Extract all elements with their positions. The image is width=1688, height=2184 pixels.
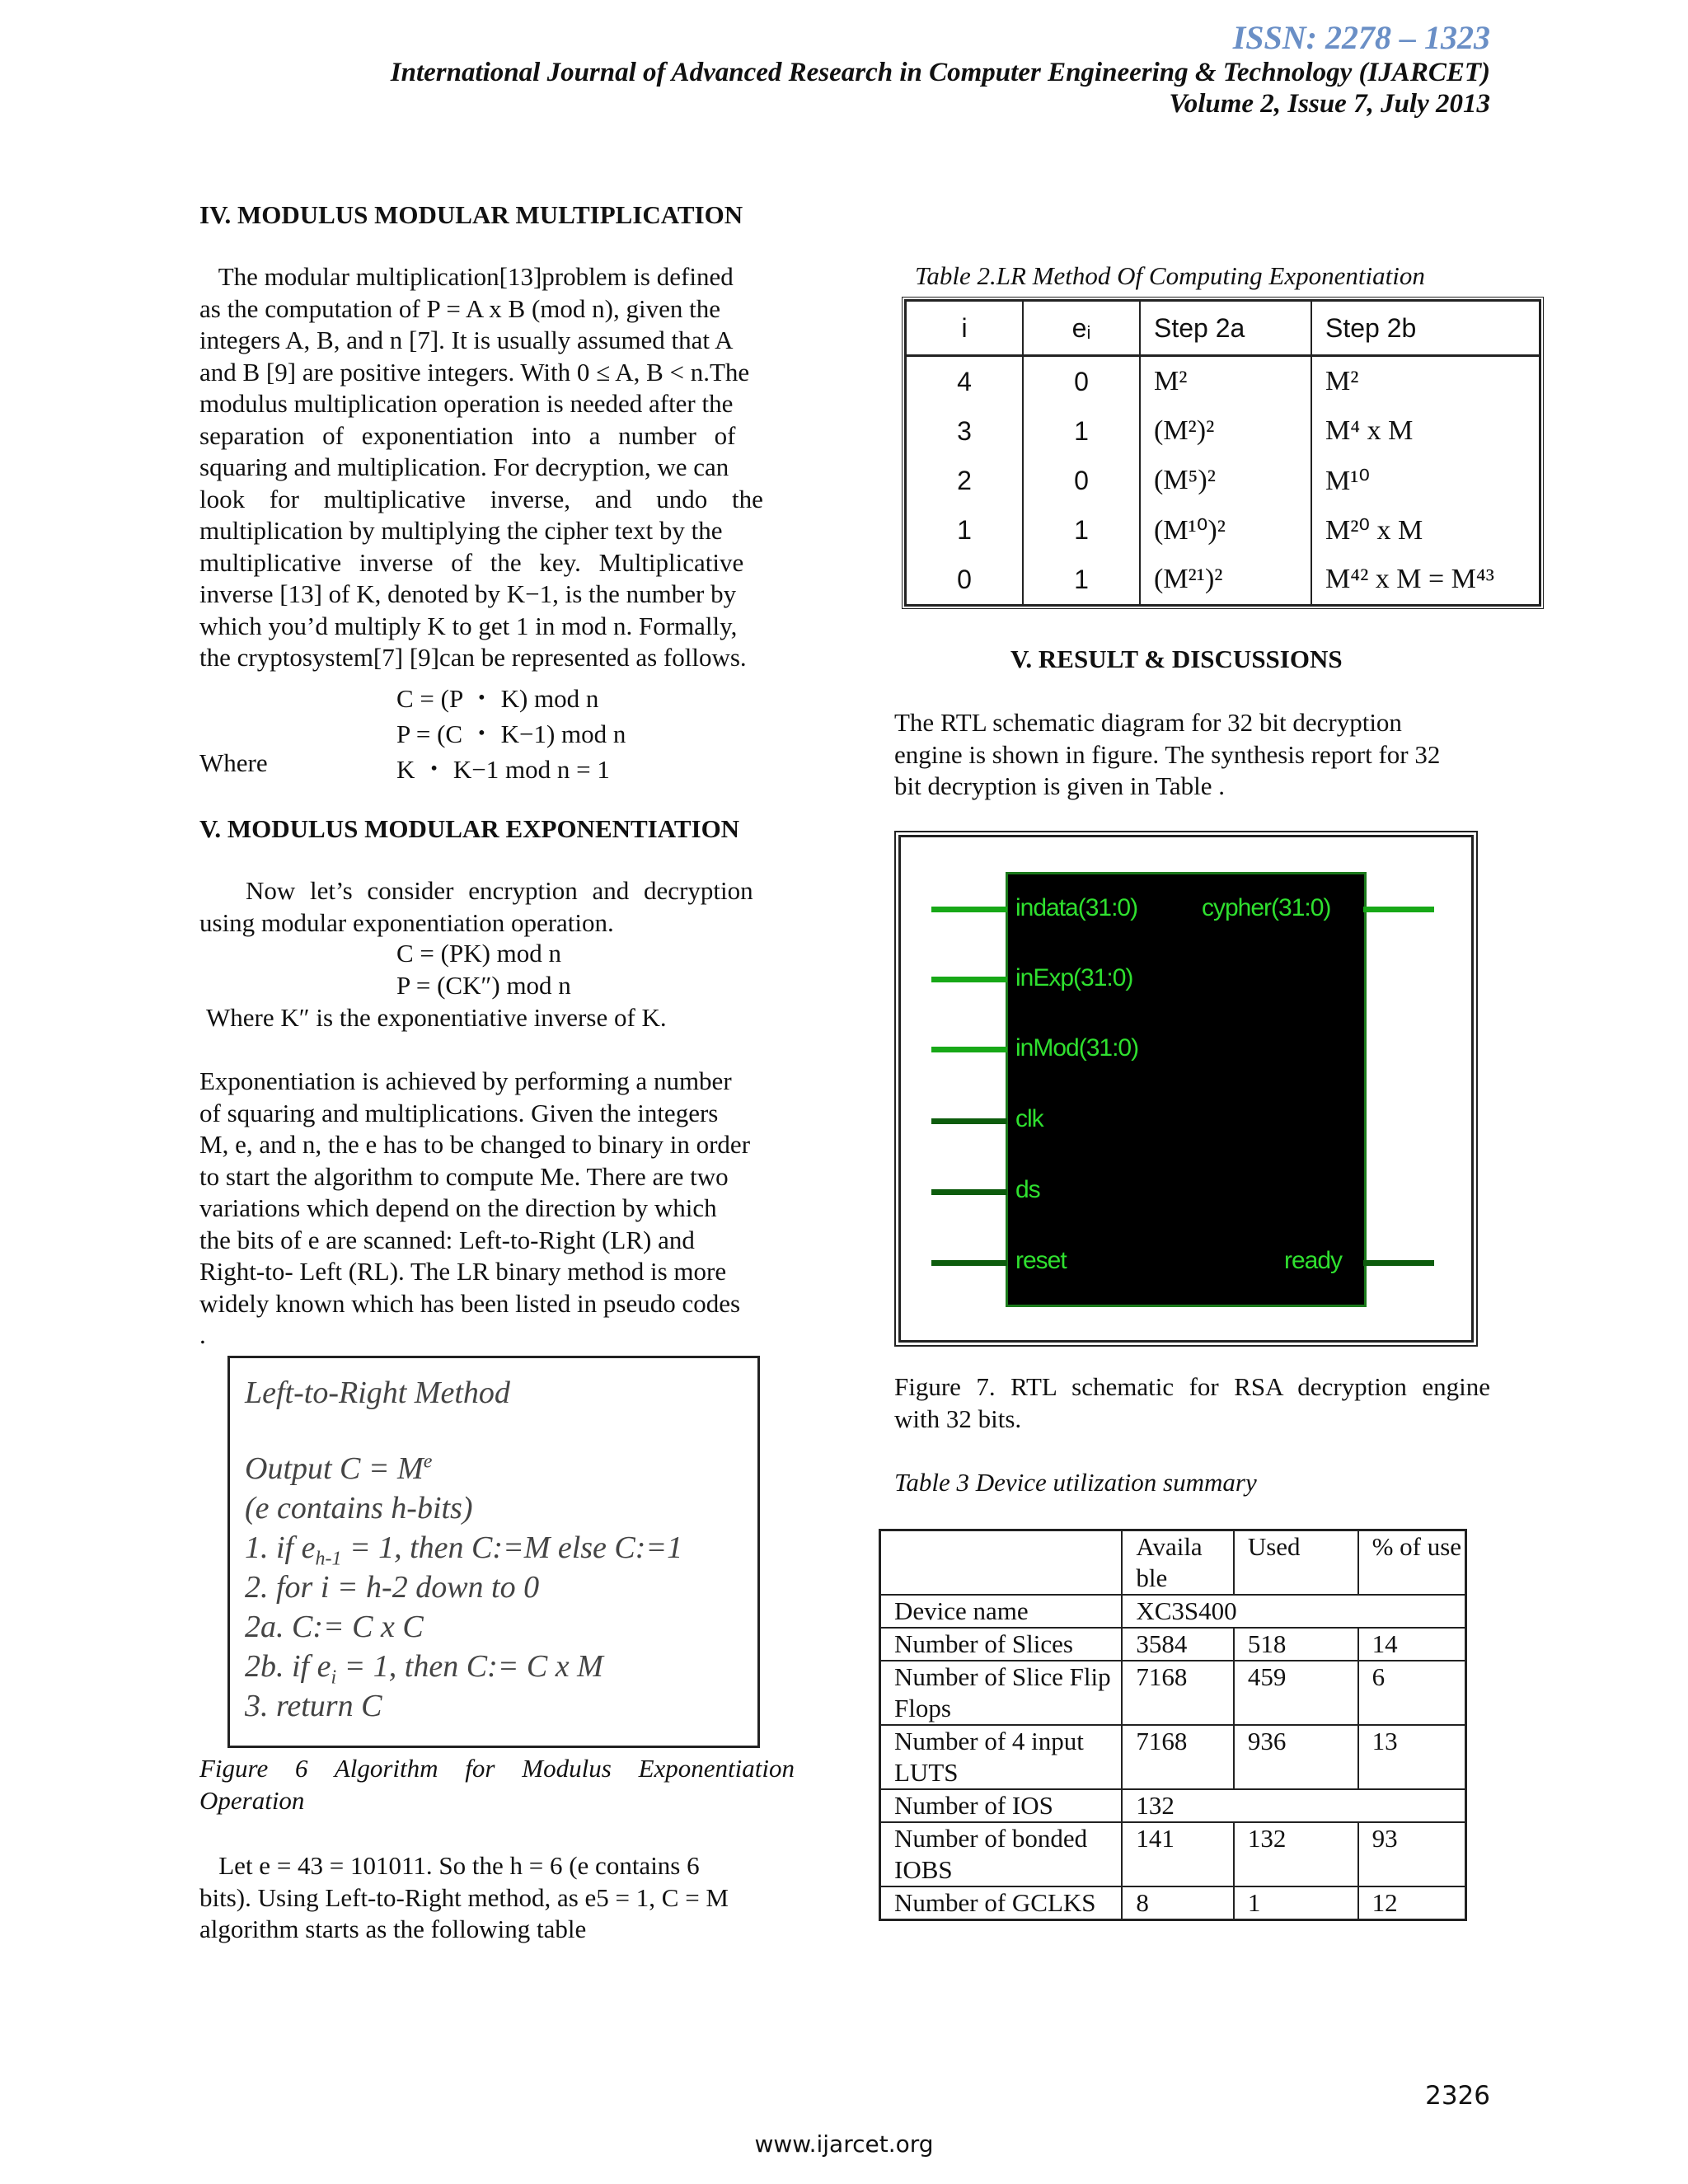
table-header: eᵢ <box>1023 301 1140 356</box>
pin-label: clk <box>1015 1105 1043 1132</box>
table-cell: 7168 <box>1122 1725 1233 1789</box>
text-line: the cryptosystem[7] [9]can be represented as follows. <box>199 643 747 672</box>
section4-heading: IV. MODULUS MODULAR MULTIPLICATION <box>199 200 743 229</box>
table-header: % of use <box>1358 1530 1466 1596</box>
table-cell: 0 <box>1023 456 1140 505</box>
table-cell: 459 <box>1234 1661 1358 1725</box>
wire-inmod <box>931 1047 1007 1052</box>
text-line: and B [9] are positive integers. With 0 ≤ A, B < n.The <box>199 357 750 387</box>
table-cell: M¹⁰ <box>1311 456 1540 505</box>
table-cell: M² <box>1140 356 1311 407</box>
table-row <box>880 1789 1466 1822</box>
pin-label: reset <box>1015 1247 1067 1274</box>
footer-url: www.ijarcet.org <box>754 2130 934 2158</box>
where-label: Where <box>199 748 268 777</box>
table-cell: (M²¹)² <box>1140 555 1311 606</box>
text-line: Right-to- Left (RL). The LR binary method is more <box>199 1257 727 1286</box>
volume-info: Volume 2, Issue 7, July 2013 <box>1169 89 1490 119</box>
step-sub: i <box>331 1666 337 1689</box>
table-cell: 132 <box>1122 1789 1465 1822</box>
text-line: squaring and multiplication. For decryption, we can <box>199 452 729 481</box>
table-header <box>880 1530 1123 1596</box>
figure7-caption-line1: Figure 7. RTL schematic for RSA decryption engine <box>894 1372 1490 1401</box>
step-text: = 1, then C:=M else C:=1 <box>341 1530 683 1565</box>
table-row <box>880 1822 1466 1886</box>
table-row <box>880 1628 1466 1661</box>
table-cell: 14 <box>1358 1628 1466 1661</box>
figure6-caption-line1: Figure 6 Algorithm for Modulus Exponentiation <box>199 1754 795 1783</box>
pin-label: indata(31:0) <box>1015 894 1138 921</box>
pin-label: ds <box>1015 1176 1040 1203</box>
section4-body <box>199 261 795 674</box>
text-line: Exponentiation is achieved by performing a number <box>199 1066 732 1095</box>
after-fig6-text <box>199 1850 795 1946</box>
table-cell: Number of GCLKS <box>880 1886 1123 1920</box>
wire-ready <box>1363 1260 1434 1266</box>
table-cell: 1 <box>1023 406 1140 456</box>
table2-caption: Table 2.LR Method Of Computing Exponentiation <box>915 261 1425 290</box>
section5a-heading: V. MODULUS MODULAR EXPONENTIATION <box>199 814 740 843</box>
table-header: Availa ble <box>1122 1530 1233 1596</box>
algorithm-box <box>227 1356 760 1748</box>
table-cell: 0 <box>1023 356 1140 407</box>
text-line: as the computation of P = A x B (mod n), given the <box>199 293 720 323</box>
text-line: to start the algorithm to compute Me. There are two <box>199 1161 729 1191</box>
text-line: . <box>199 1320 206 1349</box>
equation-encrypt: C = (P ・ K) mod n <box>396 684 599 713</box>
table-row <box>880 1725 1466 1789</box>
equation-inverse: K ・ K−1 mod n = 1 <box>396 755 610 784</box>
table-cell: XC3S400 <box>1122 1595 1465 1628</box>
table-cell: 141 <box>1122 1822 1233 1886</box>
algorithm-step2: 2. for i = h-2 down to 0 <box>245 1570 540 1605</box>
text-line: modulus multiplication operation is needed after the <box>199 389 734 418</box>
table-cell: (M²)² <box>1140 406 1311 456</box>
text-line: inverse [13] of K, denoted by K−1, is the number by <box>199 579 737 608</box>
pin-label: inExp(31:0) <box>1015 964 1133 991</box>
table3-caption: Table 3 Device utilization summary <box>894 1468 1257 1497</box>
table-cell: 7168 <box>1122 1661 1233 1725</box>
algorithm-title: Left-to-Right Method <box>245 1376 510 1410</box>
table-cell: 8 <box>1122 1886 1233 1920</box>
table-cell: 3584 <box>1122 1628 1233 1661</box>
table-cell: M⁴² x M = M⁴³ <box>1311 555 1540 606</box>
where-line: Where K″ is the exponentiative inverse of K. <box>206 1003 667 1032</box>
wire-indata <box>931 907 1007 912</box>
issn-label: ISSN: 2278 – 1323 <box>1232 19 1490 56</box>
table-cell: 4 <box>906 356 1024 407</box>
text-line: of squaring and multiplications. Given the integers <box>199 1098 719 1127</box>
table-cell: 936 <box>1234 1725 1358 1789</box>
table3 <box>879 1529 1467 1921</box>
rtl-schematic-block <box>1006 872 1367 1307</box>
wire-cypher <box>1363 907 1434 912</box>
table2 <box>904 299 1541 607</box>
text-line: The RTL schematic diagram for 32 bit decryption <box>894 708 1402 737</box>
table-header: Used <box>1234 1530 1358 1596</box>
section5a-para2 <box>199 1066 795 1352</box>
table-cell: 518 <box>1234 1628 1358 1661</box>
table-row <box>906 555 1540 606</box>
text-line: look for multiplicative inverse, and undo the <box>199 484 763 513</box>
table-header-row <box>906 301 1540 356</box>
table-cell: Device name <box>880 1595 1123 1628</box>
text-line: multiplication by multiplying the cipher text by the <box>199 516 723 545</box>
section5b-heading: V. RESULT & DISCUSSIONS <box>1010 644 1343 673</box>
text-line: engine is shown in figure. The synthesis report for 32 <box>894 739 1441 769</box>
text-line: separation of exponentiation into a number of <box>199 420 736 450</box>
algorithm-output <box>245 1451 432 1487</box>
table-cell: M² <box>1311 356 1540 407</box>
table-cell: Number of IOS <box>880 1789 1123 1822</box>
table-row <box>906 505 1540 555</box>
table-cell: 6 <box>1358 1661 1466 1725</box>
table-cell: 3 <box>906 406 1024 456</box>
table-header: Step 2a <box>1140 301 1311 356</box>
text-line: multiplicative inverse of the key. Multiplicative <box>199 547 744 577</box>
text-line: Let e = 43 = 101011. So the h = 6 (e contains 6 <box>199 1851 700 1880</box>
text-line: integers A, B, and n [7]. It is usually assumed that A <box>199 326 734 354</box>
journal-title: International Journal of Advanced Research in Computer Engineering & Technology (IJARCET) <box>390 58 1490 87</box>
table-cell: Number of Slices <box>880 1628 1123 1661</box>
wire-ds <box>931 1189 1007 1195</box>
text-line: which you’d multiply K to get 1 in mod n. Formally, <box>199 611 738 640</box>
table-row <box>906 406 1540 456</box>
table-cell: 132 <box>1234 1822 1358 1886</box>
pin-label-out: cypher(31:0) <box>1202 894 1331 921</box>
wire-reset <box>931 1260 1007 1266</box>
algorithm-step2a: 2a. C:= C x C <box>245 1610 424 1644</box>
table-header-row <box>880 1530 1466 1596</box>
table-header: Step 2b <box>1311 301 1540 356</box>
text-line: the bits of e are scanned: Left-to-Right (LR) and <box>199 1225 695 1254</box>
algorithm-output-sup: e <box>423 1451 433 1473</box>
equation-exp-encrypt: C = (PK) mod n <box>396 939 562 968</box>
equation-decrypt: P = (C ・ K−1) mod n <box>396 719 626 748</box>
table-cell: (M¹⁰)² <box>1140 505 1311 555</box>
text-line: algorithm starts as the following table <box>199 1915 587 1943</box>
step-text: 2b. if e <box>245 1649 331 1684</box>
figure7-caption-line2: with 32 bits. <box>894 1404 1022 1433</box>
table-cell: Number of 4 input LUTS <box>880 1725 1123 1789</box>
table-row <box>880 1886 1466 1920</box>
text-line: variations which depend on the direction by which <box>199 1193 717 1222</box>
figure6-caption-line2: Operation <box>199 1786 305 1815</box>
text-line: widely known which has been listed in pseudo codes <box>199 1288 741 1318</box>
table-cell: 1 <box>906 505 1024 555</box>
table-cell: 1 <box>1023 505 1140 555</box>
table-cell: Number of bonded IOBS <box>880 1822 1123 1886</box>
table-row <box>906 356 1540 407</box>
equation-exp-decrypt: P = (CK″) mod n <box>396 971 571 1000</box>
pin-label-out: ready <box>1284 1247 1343 1274</box>
text-line: Now let’s consider encryption and decryption <box>246 876 753 905</box>
table-cell: (M⁵)² <box>1140 456 1311 505</box>
table-row <box>906 456 1540 505</box>
step-text: = 1, then C:= C x M <box>336 1649 603 1684</box>
table-cell: 1 <box>1234 1886 1358 1920</box>
table-cell: 0 <box>906 555 1024 606</box>
table-cell: 93 <box>1358 1822 1466 1886</box>
table-cell: M²⁰ x M <box>1311 505 1540 555</box>
step-sub: h-1 <box>315 1548 342 1570</box>
table-cell: 2 <box>906 456 1024 505</box>
table-cell: M⁴ x M <box>1311 406 1540 456</box>
table-header: i <box>906 301 1024 356</box>
text-line: using modular exponentiation operation. <box>199 908 614 937</box>
page-number: 2326 <box>1425 2081 1490 2111</box>
table-row <box>880 1661 1466 1725</box>
algorithm-output-text: Output C = M <box>245 1451 424 1486</box>
text-line: bit decryption is given in Table . <box>894 771 1226 800</box>
pin-label: inMod(31:0) <box>1015 1034 1139 1062</box>
algorithm-contains: (e contains h-bits) <box>245 1491 473 1526</box>
table-cell: 1 <box>1023 555 1140 606</box>
section5b-body <box>894 707 1490 803</box>
text-line: M, e, and n, the e has to be changed to binary in order <box>199 1130 751 1159</box>
step-text: 1. if e <box>245 1530 316 1565</box>
algorithm-step3: 3. return C <box>245 1689 382 1723</box>
algorithm-step1 <box>245 1530 682 1571</box>
wire-clk <box>931 1118 1007 1124</box>
wire-inexp <box>931 977 1007 982</box>
text-line: bits). Using Left-to-Right method, as e5 = 1, C = M <box>199 1882 729 1912</box>
algorithm-step2b <box>245 1648 603 1690</box>
table-cell: 12 <box>1358 1886 1466 1920</box>
table-row <box>880 1595 1466 1628</box>
text-line: The modular multiplication[13]problem is defined <box>199 262 734 291</box>
table-cell: 13 <box>1358 1725 1466 1789</box>
table-cell: Number of Slice Flip Flops <box>880 1661 1123 1725</box>
